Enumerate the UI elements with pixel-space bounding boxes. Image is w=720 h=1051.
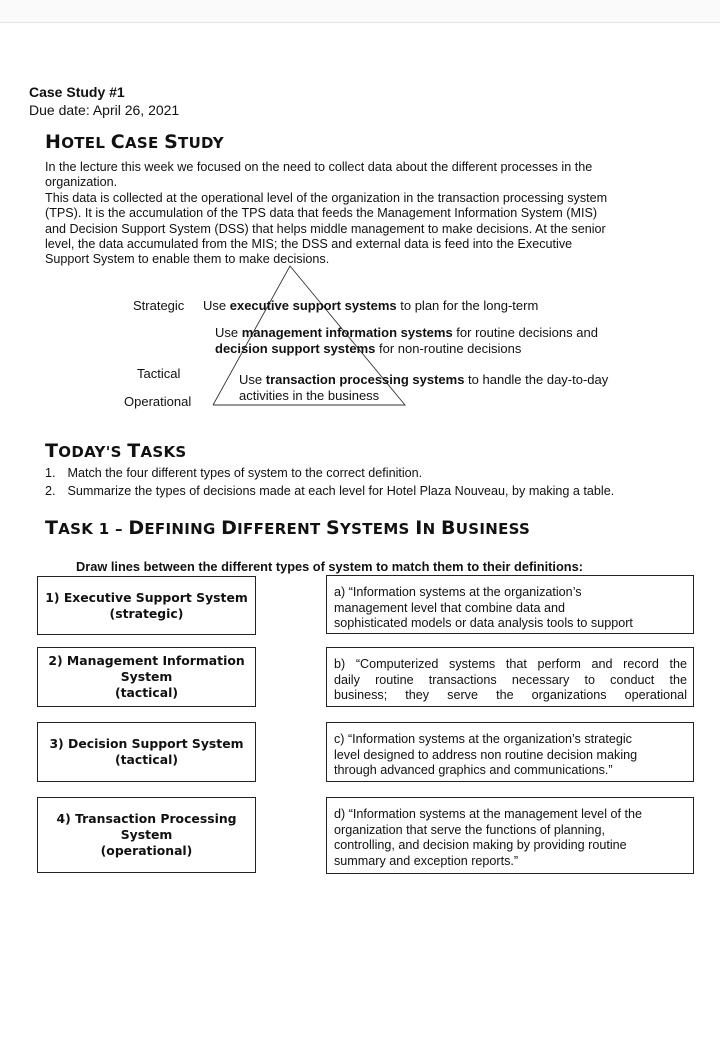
paragraph-line: This data is collected at the operational level of the organization in the transaction processing system [45,190,608,205]
definition-line: business; they serve the organizations operational [334,688,687,703]
definition-box-c[interactable] [326,722,694,782]
definition-box-d[interactable] [326,797,694,874]
definition-line: c) “Information systems at the organization’s strategic [334,732,632,746]
strategic-label: Strategic [133,298,185,313]
tactical-description-line1: Use management information systems for routine decisions and [215,325,598,340]
hotel-case-study-heading: HOTEL CASE STUDY [45,131,224,153]
task-text: Summarize the types of decisions made at each level for Hotel Plaza Nouveau, by making a table. [67,484,615,498]
system-box-decision-support[interactable]: 3) Decision Support System (tactical) [37,722,256,782]
definition-line: summary and exception reports.” [334,853,519,868]
operational-description-line1: Use transaction processing systems to handle the day-to-day [239,372,609,387]
paragraph-line: In the lecture this week we focused on the need to collect data about the different processes in the [45,160,593,174]
tactical-description-line2: decision support systems for non-routine decisions [215,341,522,356]
task-number: 2. [45,484,56,498]
definition-line: daily routine transactions necessary to conduct the [334,672,687,687]
operational-description-line2: activities in the business [239,388,380,403]
definition-line: d) “Information systems at the management level of the [334,807,642,821]
definition-line: sophisticated models or data analysis tools to support [334,616,633,631]
paragraph-line: level, the data accumulated from the MIS; the DSS and external data is feed into the Executive [45,237,573,252]
definition-box-a[interactable] [326,575,694,634]
task-number: 1. [45,466,56,480]
paragraph-line: and Decision Support System (DSS) that helps middle management to make decisions. At the senior [45,221,606,236]
strategic-description: Use executive support systems to plan for the long-term [203,298,539,313]
definition-box-b[interactable] [326,647,694,707]
task-list-item [45,466,422,481]
system-box-executive[interactable]: 1) Executive Support System (strategic) [37,576,256,635]
definition-line: b) “Computerized systems that perform and record the [334,657,687,671]
definition-line: controlling, and decision making by providing routine [334,838,627,853]
definition-line: through advanced graphics and communications.” [334,763,613,778]
paragraph-line: organization. [45,175,118,190]
matching-instruction: Draw lines between the different types of system to match them to their definitions: [76,559,583,574]
definition-line: organization that serve the functions of planning, [334,822,605,837]
task-list-item [45,484,614,499]
system-box-management[interactable]: 2) Management Information System (tactical) [37,647,256,707]
due-date: Due date: April 26, 2021 [29,102,180,118]
paragraph-line: (TPS). It is the accumulation of the TPS data that feeds the Management Information System (MIS) [45,206,598,221]
task-text: Match the four different types of system to the correct definition. [67,466,423,480]
paragraph-line: Support System to enable them to make decisions. [45,252,330,267]
task1-heading: TASK 1 – DEFINING DIFFERENT SYSTEMS IN BUSINESS [45,517,531,539]
tactical-label: Tactical [137,366,181,381]
definition-line: a) “Information systems at the organization’s [334,585,582,599]
definition-line: management level that combine data and [334,600,566,615]
definition-line: level designed to address non routine decision making [334,747,638,762]
operational-label: Operational [124,394,192,409]
case-title: Case Study #1 [29,84,125,100]
system-box-transaction[interactable]: 4) Transaction Processing System (operational) [37,797,256,873]
todays-tasks-heading: TODAY'S TASKS [45,440,187,462]
